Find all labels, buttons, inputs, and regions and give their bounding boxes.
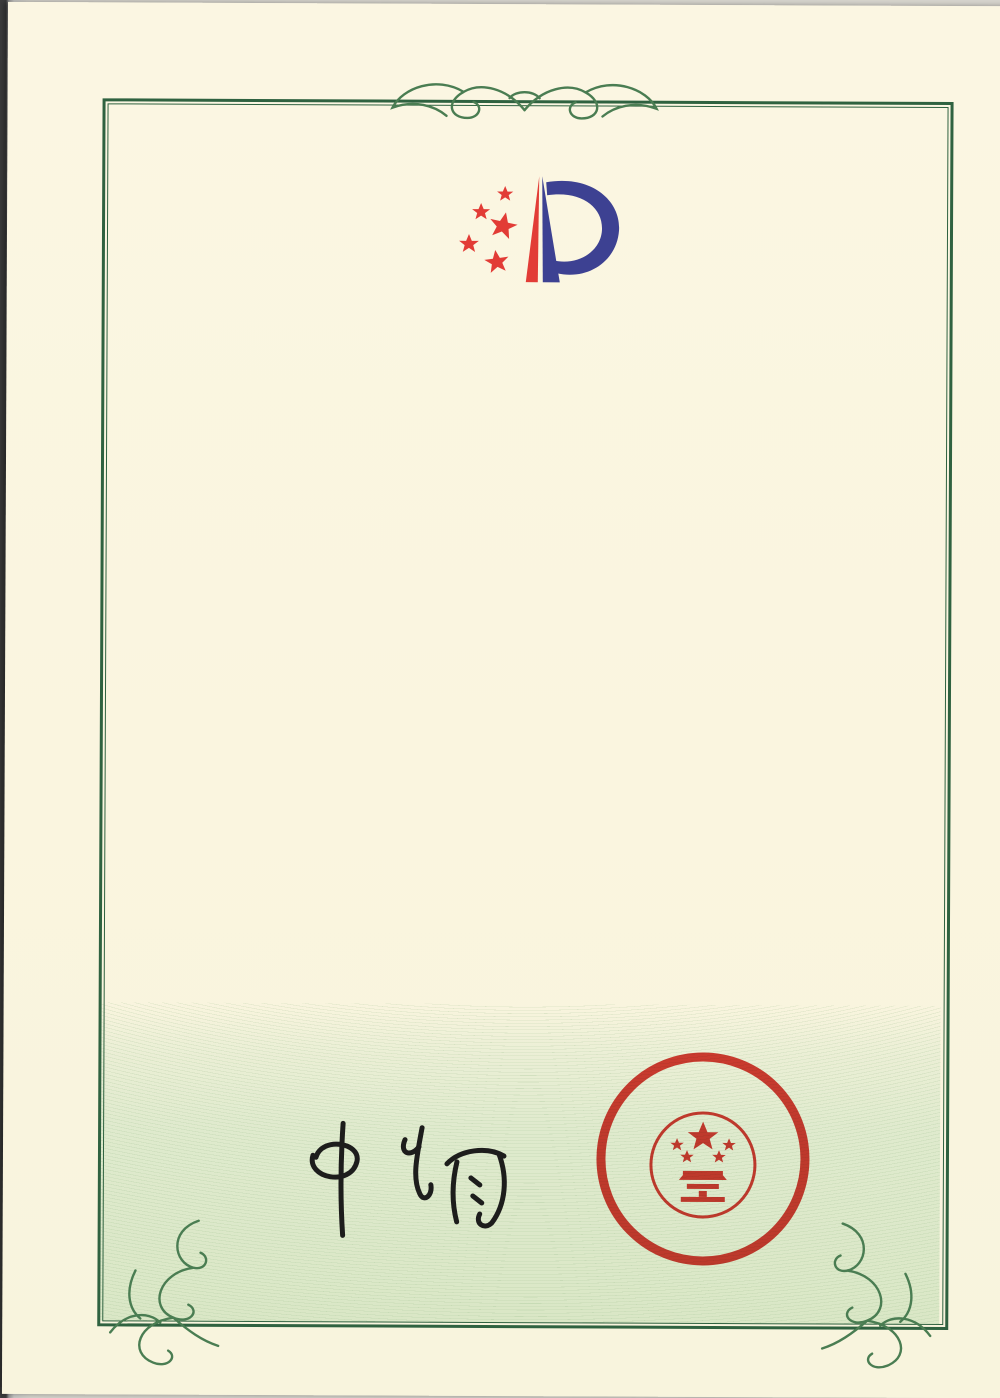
field-row-grant-date xyxy=(152,789,296,813)
field-grant-number xyxy=(514,790,642,814)
field-row-inventor xyxy=(154,498,298,522)
field-row-patent-number xyxy=(153,557,297,581)
field-row-filing-date xyxy=(153,615,297,639)
national-emblem-icon xyxy=(651,1113,755,1217)
field-row-patentee xyxy=(153,673,297,697)
back-note xyxy=(2,1340,977,1344)
certificate-page xyxy=(2,2,1000,1398)
qr-code-icon xyxy=(803,171,915,283)
official-seal-icon xyxy=(590,1046,815,1271)
cnipa-logo-icon xyxy=(439,154,650,305)
field-row-name xyxy=(154,439,298,463)
field-row-address xyxy=(153,731,297,755)
signature-icon xyxy=(291,1115,522,1244)
barcode-icon xyxy=(153,1069,399,1093)
